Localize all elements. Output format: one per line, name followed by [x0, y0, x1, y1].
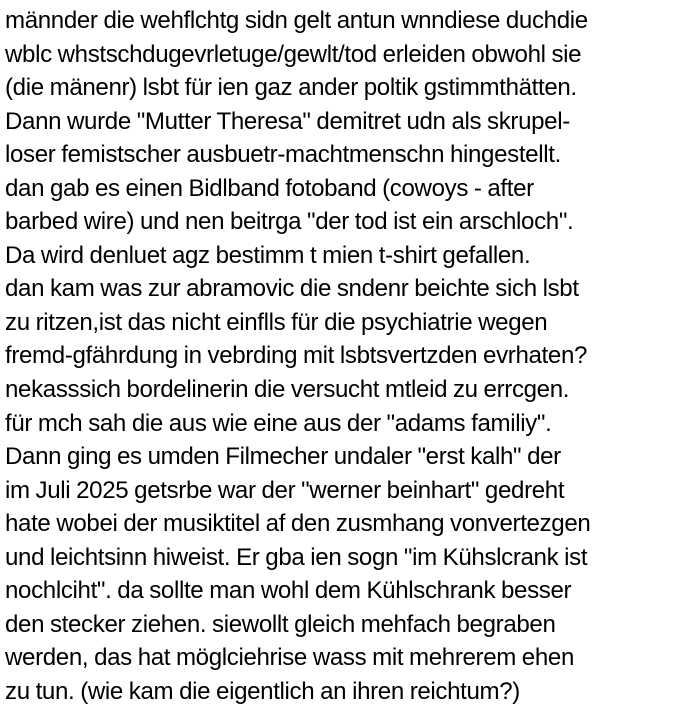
- text-line-15: im Juli 2025 getsrbe war der "werner beinhart" gedreht: [5, 476, 565, 504]
- text-line-8: Da wird denluet agz bestimm t mien t-shirt gefallen.: [5, 241, 531, 269]
- text-line-3: (die mänenr) lsbt für ien gaz ander poltik gstimmthätten.: [5, 74, 577, 102]
- text-line-5: loser femistscher ausbuetr-machtmenschn hingestellt.: [5, 141, 561, 169]
- text-line-21: zu tun. (wie kam die eigentlich an ihren reichtum?): [5, 677, 520, 705]
- text-line-17: und leichtsinn hiweist. Er gba ien sogn "im Kühslcrank ist: [5, 543, 588, 571]
- text-line-18: nochlciht". da sollte man wohl dem Kühlschrank besser: [5, 577, 572, 605]
- text-line-12: nekasssich bordelinerin die versucht mtleid zu errcgen.: [5, 376, 570, 404]
- text-line-19: den stecker ziehen. siewollt gleich mehfach begraben: [5, 610, 556, 638]
- text-line-16: hate wobei der musiktitel af den zusmhang vonvertezgen: [5, 510, 591, 538]
- text-line-20: werden, das hat möglciehrise wass mit mehrerem ehen: [5, 644, 575, 672]
- text-line-7: barbed wire) und nen beitrga "der tod ist ein arschloch".: [5, 208, 574, 236]
- text-line-9: dan kam was zur abramovic die sndenr beichte sich lsbt: [5, 275, 579, 303]
- document-text: [5, 4, 684, 708]
- text-line-2: wblc whstschdugevrletuge/gewlt/tod erleiden obwohl sie: [5, 40, 582, 68]
- text-line-13: für mch sah die aus wie eine aus der "adams familiy".: [5, 409, 552, 437]
- text-line-14: Dann ging es umden Filmecher undaler "erst kalh" der: [5, 443, 561, 471]
- text-line-10: zu ritzen,ist das nicht einflls für die psychiatrie wegen: [5, 308, 548, 336]
- text-line-6: dan gab es einen Bidlband fotoband (cowoys - after: [5, 174, 534, 202]
- text-line-11: fremd-gfährdung in vebrding mit lsbtsvertzden evrhaten?: [5, 342, 588, 370]
- text-line-4: Dann wurde "Mutter Theresa" demitret udn als skrupel-: [5, 107, 570, 135]
- text-line-1: männder die wehflchtg sidn gelt antun wnndiese duchdie: [5, 7, 588, 34]
